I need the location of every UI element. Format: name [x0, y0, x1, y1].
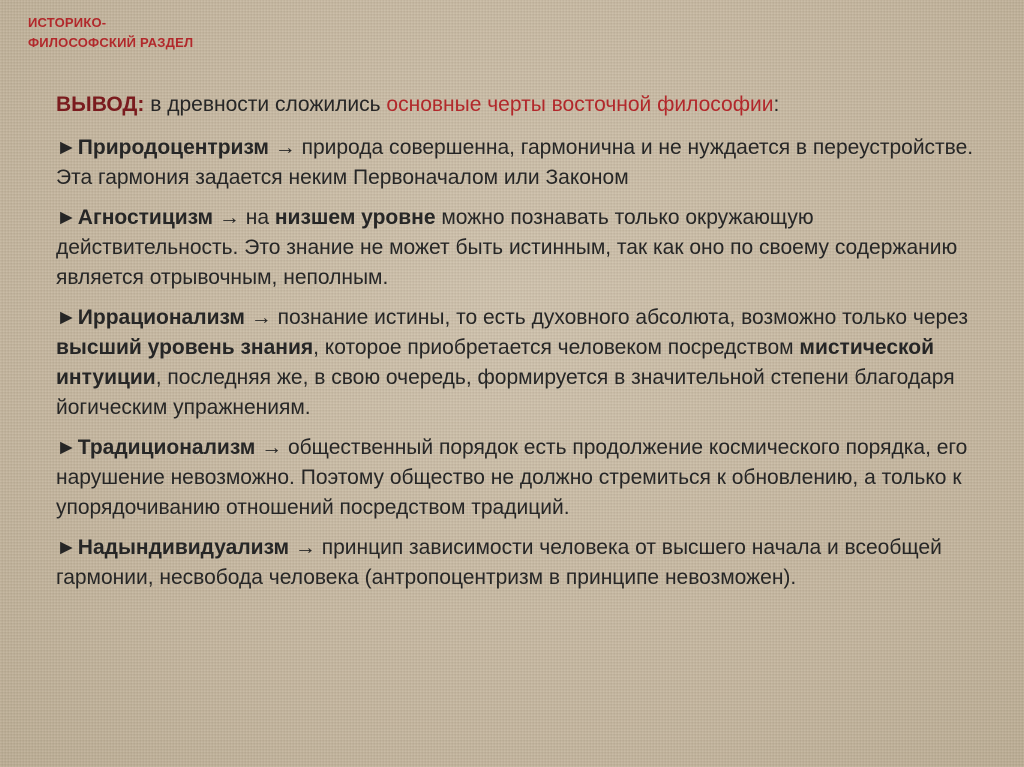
term-supra-individualism: Надындивидуализм [77, 536, 290, 559]
conclusion-end: : [773, 93, 780, 116]
list-item [56, 203, 986, 293]
term-nature-centrism: Природоцентризм [77, 136, 269, 159]
item-text: , которое приобретается человеком посредством [313, 336, 800, 359]
list-item [56, 433, 986, 523]
term-agnosticism: Агностицизм [77, 206, 214, 229]
emphasis-text: высший уровень знания [56, 336, 314, 359]
item-text: , последняя же, в свою очередь, формируется в значительной степени благодаря йогическим упражнениям. [56, 366, 955, 419]
section-label [28, 13, 193, 53]
item-text: можно познавать только окружающую действительность. Это знание не может быть истинным, так как оно по своему содержанию является отрывочным, неполным. [56, 206, 958, 289]
conclusion-text: в древности сложились [144, 93, 387, 116]
section-label-line-2: ФИЛОСОФСКИЙ РАЗДЕЛ [28, 35, 194, 50]
emphasis-text: низшем уровне [274, 206, 436, 229]
term-irrationalism: Иррационализм [77, 306, 245, 329]
emphasis-text: мистической интуиции [56, 336, 934, 389]
triangle-bullet-icon: ► [56, 136, 77, 159]
triangle-bullet-icon: ► [56, 436, 77, 459]
triangle-bullet-icon: ► [56, 306, 77, 329]
section-label-line-1: ИСТОРИКО- [28, 15, 107, 30]
item-text: → на [213, 206, 275, 229]
item-text: → принцип зависимости человека от высшего начала и всеобщей гармонии, несвобода человека (антропоцентризм в принципе невозможен). [56, 536, 942, 589]
item-text: → природа совершенна, гармонична и не нуждается в переустройстве. Эта гармония задается неким Первоначалом или Законом [56, 136, 974, 189]
conclusion-highlight: основные черты восточной философии [386, 93, 774, 116]
conclusion-lead: ВЫВОД: [56, 93, 145, 116]
slide-content [56, 90, 986, 603]
conclusion [56, 90, 986, 120]
list-item [56, 533, 986, 593]
triangle-bullet-icon: ► [56, 536, 77, 559]
list-item [56, 303, 986, 423]
triangle-bullet-icon: ► [56, 206, 77, 229]
item-text: → общественный порядок есть продолжение космического порядка, его нарушение невозможно. Поэтому общество не должно стремиться к обновлению, а только к упорядочиванию отношений посредством традиций. [56, 436, 968, 519]
list-item [56, 133, 986, 193]
term-traditionalism: Традиционализм [77, 436, 256, 459]
item-text: → познание истины, то есть духовного абсолюта, возможно только через [244, 306, 969, 329]
